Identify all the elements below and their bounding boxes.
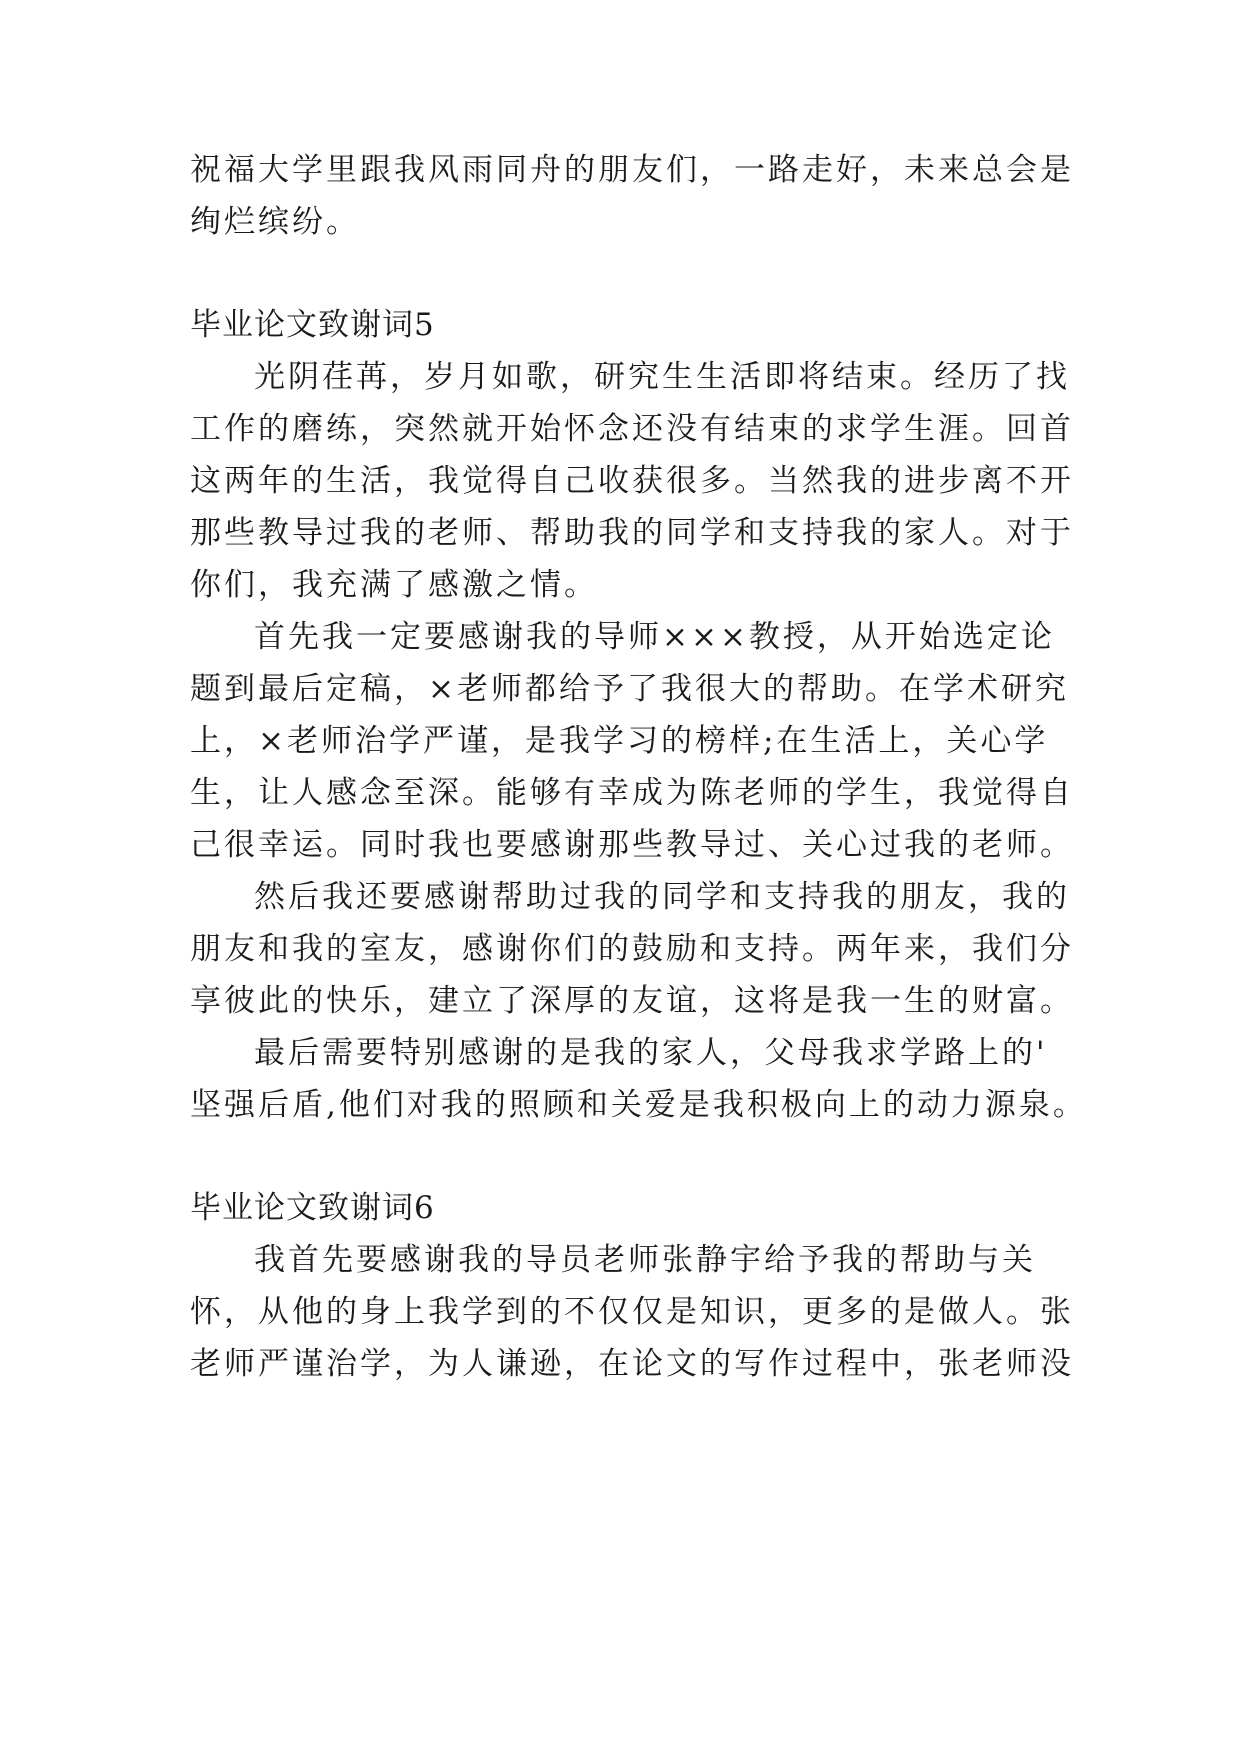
body-text-line: 你们，我充满了感激之情。 — [190, 567, 598, 603]
section-heading: 毕业论文致谢词6 — [190, 1190, 435, 1226]
body-text-line: 坚强后盾,他们对我的照顾和关爱是我积极向上的动力源泉。 — [190, 1087, 1087, 1123]
body-text-line: 首先我一定要感谢我的导师×××教授，从开始选定论 — [254, 619, 1055, 655]
body-text-line: 老师严谨治学，为人谦逊，在论文的写作过程中，张老师没 — [190, 1346, 1074, 1382]
body-text-line: 这两年的生活，我觉得自己收获很多。当然我的进步离不开 — [190, 463, 1074, 499]
body-text-line: 生，让人感念至深。能够有幸成为陈老师的学生，我觉得自 — [190, 775, 1074, 811]
body-text-line: 我首先要感谢我的导员老师张静宇给予我的帮助与关 — [254, 1242, 1036, 1278]
body-text-line: 最后需要特别感谢的是我的家人，父母我求学路上的' — [254, 1035, 1048, 1071]
body-text-line: 上，×老师治学严谨，是我学习的榜样;在生活上，关心学 — [190, 723, 1049, 759]
body-text-line: 然后我还要感谢帮助过我的同学和支持我的朋友，我的 — [254, 879, 1070, 915]
body-text-line: 绚烂缤纷。 — [190, 204, 360, 240]
body-text-line: 朋友和我的室友，感谢你们的鼓励和支持。两年来，我们分 — [190, 931, 1074, 967]
body-text-line: 题到最后定稿，×老师都给予了我很大的帮助。在学术研究 — [190, 671, 1069, 707]
body-text-line: 怀，从他的身上我学到的不仅仅是知识，更多的是做人。张 — [190, 1294, 1074, 1330]
section-heading: 毕业论文致谢词5 — [190, 307, 435, 343]
body-text-line: 祝福大学里跟我风雨同舟的朋友们，一路走好，未来总会是 — [190, 152, 1074, 188]
body-text-line: 享彼此的快乐，建立了深厚的友谊，这将是我一生的财富。 — [190, 983, 1074, 1019]
body-text-line: 光阴荏苒，岁月如歌，研究生生活即将结束。经历了找 — [254, 359, 1070, 395]
body-text-line: 那些教导过我的老师、帮助我的同学和支持我的家人。对于 — [190, 515, 1074, 551]
body-text-line: 工作的磨练，突然就开始怀念还没有结束的求学生涯。回首 — [190, 411, 1074, 447]
body-text-line: 己很幸运。同时我也要感谢那些教导过、关心过我的老师。 — [190, 827, 1074, 863]
